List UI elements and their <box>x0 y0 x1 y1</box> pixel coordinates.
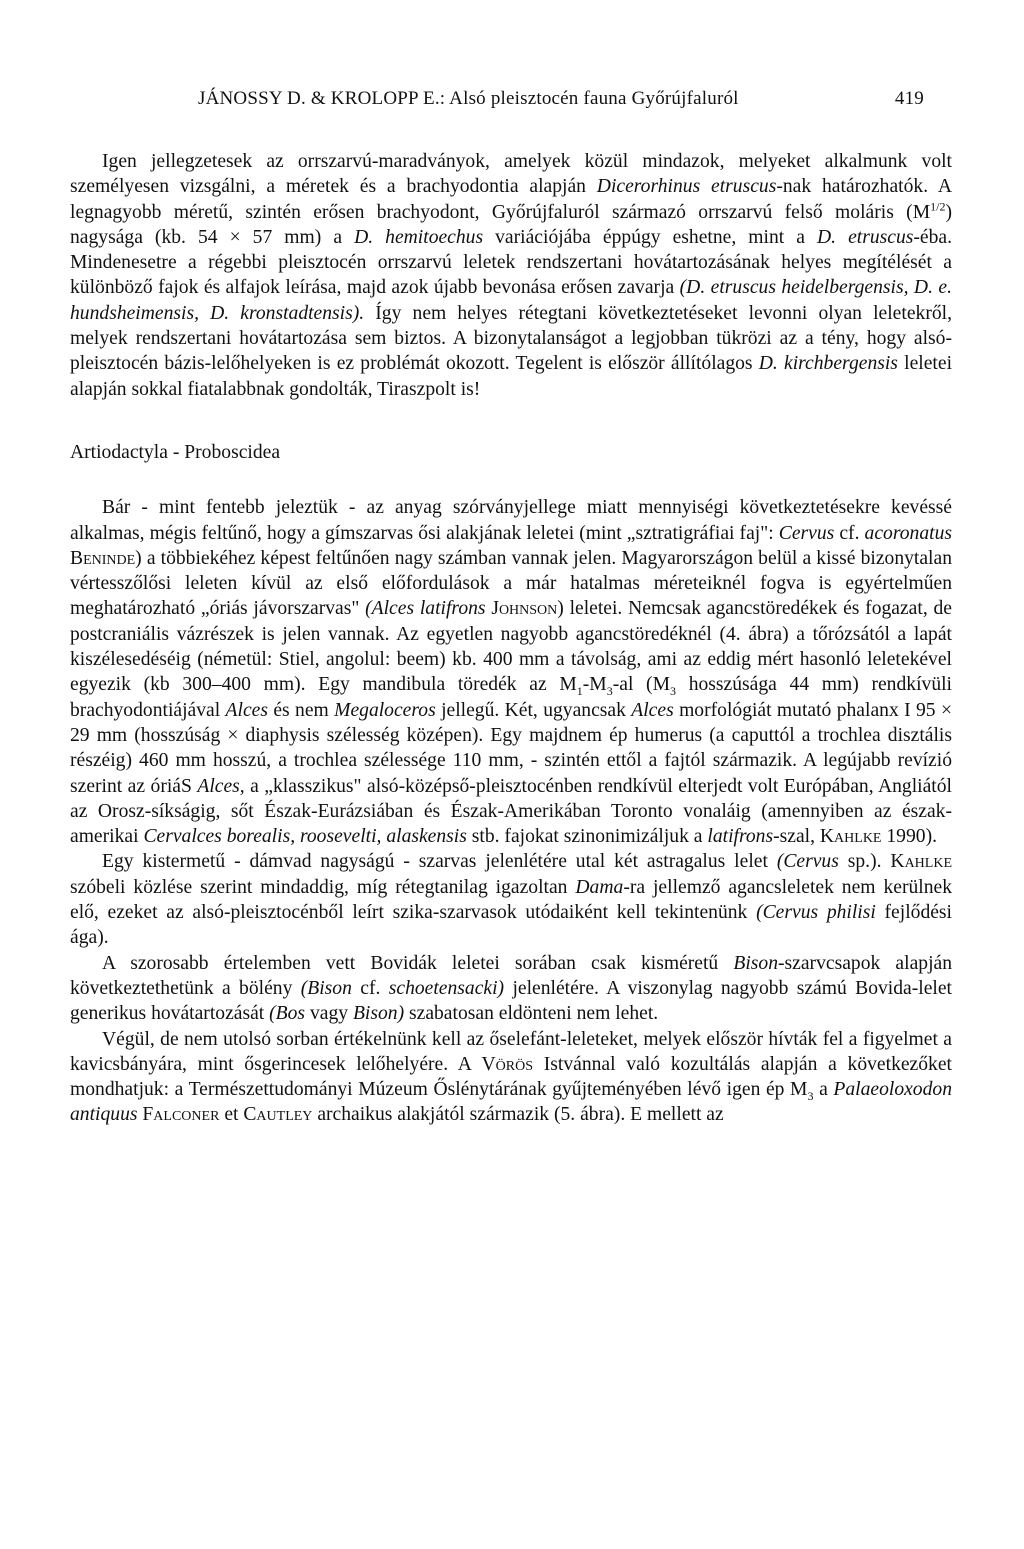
text-run: jellegű. Két, ugyancsak <box>435 699 632 721</box>
subscript: 3 <box>807 1089 814 1103</box>
taxon-name: Dicerorhinus etruscus <box>596 176 777 198</box>
text-run: -al (M <box>612 674 671 696</box>
author-name: Cautley <box>243 1104 313 1126</box>
taxon-name: D. kirchbergensis <box>758 353 898 375</box>
author-name: Vörös <box>481 1053 534 1075</box>
subscript: 3 <box>670 684 677 699</box>
text-run: ) a többiekéhez képest feltűnően nagy számban vannak jelen. Magyarországon belül a kissé bizonytalan vértesszőlősi leleten kívül az első előfordulások a már hatalmas méreteiknél fogva is egyértelműen meghatározható „óriás jávorszarvas" <box>70 547 952 620</box>
section-heading: Artiodactyla - Proboscidea <box>70 441 281 463</box>
text-run: Bár - mint fentebb jeleztük - az anyag szórványjellege miatt mennyiségi következtetésekre kevéssé alkalmas, mégis feltűnő, hogy a gímszarvas ősi alakjának leletei (mint „sztratigráfiai faj": <box>70 497 952 544</box>
running-head <box>70 80 952 116</box>
paragraph-cervids <box>70 495 952 849</box>
author-name: Beninde <box>70 547 136 569</box>
taxon-name: (Bison <box>300 977 352 999</box>
text-run: a „klasszikus" alsó-középső-pleisztocénben rendkívül elterjedt volt Európában, Angliától az Orosz-síkságig, sőt Észak-Eurázsiában és Észak-Amerikában Toronto vonaláig (amennyiben az észak-amerikai <box>70 775 952 848</box>
author-name: Kahlke <box>890 851 953 873</box>
page <box>70 80 952 1128</box>
subscript: 3 <box>606 684 613 699</box>
paragraph-small-deer <box>70 849 952 950</box>
header-title: Alsó pleisztocén fauna Győrújfaluról <box>449 88 739 109</box>
text-run: sp.). <box>838 851 891 873</box>
text-run: és nem <box>267 699 335 721</box>
taxon-name: Dama <box>575 876 624 898</box>
text-run: ) nagysága (kb. 54 × 57 mm) a <box>70 201 952 248</box>
text-run: Istvánnal való kozultálás alapján a következőket mondhatjuk: a Természettudományi Múzeum Őslénytárának gyűjteményében lévő igen ép M <box>70 1053 952 1101</box>
paragraph-elephants <box>70 1027 952 1128</box>
text-run: variációjába éppúgy eshetne, mint a <box>483 226 817 248</box>
text-run: et <box>219 1104 244 1126</box>
subscript: 1 <box>576 684 583 699</box>
running-head-text <box>198 88 739 110</box>
text-run: ) leletei. Nemcsak agancstöredékek és fogazat, de postcraniális vázrészek is jelen vannak. Az egyetlen nagyobb agancstöredéknél (4. ábra) a tőrózsától a lapát kiszélesedéséig (németül: Stiel, angolul: beem) kb. 400 mm a távolság, ami az eddig mért hasonló leletekével egyezik (kb 300–400 mm). Egy mandibula töredék az M <box>70 598 952 696</box>
text-run: Így nem helyes rétegtani következtetéseket levonni olyan leletekről, melyek rendszertani hovátartozása sem biztos. A bizonytalanságot a legjobban tükrözi az a tény, hogy alsó-pleisztocén bázis-lelőhelyeken is ez problémát okozott. Tegelent is először állítólagos <box>70 302 952 375</box>
taxon-name: Alces, <box>197 775 245 797</box>
taxon-name: D. hemitoechus <box>354 226 484 248</box>
taxon-name: (Bos <box>269 1003 306 1025</box>
text-run: 1990). <box>881 826 937 848</box>
taxon-name: Palaeoloxodon antiquus <box>70 1079 952 1126</box>
text-run: stb. fajokat szinonimizáljuk a <box>466 826 708 848</box>
taxon-name: (D. etruscus heidelbergensis, D. e. hundsheimensis, D. kronstadtensis). <box>70 277 952 324</box>
taxon-name: Cervalces borealis, roosevelti, alaskensis <box>143 826 467 848</box>
taxon-name: Alces <box>225 699 268 721</box>
taxon-name: Bison) <box>352 1003 405 1025</box>
taxon-name: (Cervus philisi <box>756 902 876 924</box>
taxon-name: (Cervus <box>776 851 839 873</box>
text-run: Igen jellegzetesek az orrszarvú-maradványok, amelyek közül mindazok, melyeket alkalmunk volt személyesen vizsgálni, a méretek és a brachyodontia alapján <box>70 151 952 198</box>
text-run: morfológiát mutató phalanx I 95 × 29 mm (hosszúság × diaphysis szélesség középen). Egy majdnem ép humerus (a caputtól a trochlea disztális részéig) 460 mm hosszú, a trochlea szélessége 110 mm, - szintén ettől a fajtól származik. A legújabb revízió szerint az óriáS <box>70 699 952 797</box>
text-run: fejlődési ága). <box>70 902 953 949</box>
text-run: leletei alapján sokkal fiatalabbnak gondolták, Tiraszpolt is! <box>70 353 953 400</box>
author-name: Falconer <box>142 1104 220 1126</box>
page-number: 419 <box>894 88 924 109</box>
text-run: -szarvcsapok alapján következtethetünk a bölény <box>70 952 952 999</box>
text-run: szóbeli közlése szerint mindaddig, míg rétegtanilag igazoltan <box>70 876 576 898</box>
taxon-name: (Alces latifrons <box>365 598 486 620</box>
text-run: A szorosabb értelemben vett Bovidák leletei sorában csak kisméretű <box>102 952 734 974</box>
paragraph-bovids <box>70 951 952 1027</box>
taxon-name: D. etruscus <box>816 226 914 248</box>
paragraph-rhinoceros <box>70 149 952 402</box>
author-name: Johnson <box>491 598 558 620</box>
text-run: -nak határozhatók. A legnagyobb méretű, szintén erősen brachyodont, Győrújfaluról származó orrszarvú felső moláris (M <box>70 176 952 223</box>
taxon-name: Megaloceros <box>334 699 436 721</box>
text-run: Végül, de nem utolsó sorban értékelnünk kell az őselefánt-leleteket, melyek először hívták fel a figyelmet a kavicsbányára, mint ősgerincesek lelőhelyére. A <box>70 1028 952 1075</box>
taxon-name: Bison <box>733 952 779 974</box>
taxon-name: Alces <box>631 699 674 721</box>
text-run: -szal, <box>773 826 820 848</box>
text-run: -ra jellemző agancsleletek nem kerülnek elő, ezeket az alsó-pleisztocénből leírt szika-szarvasok utódaiként kell tekintenünk <box>70 876 953 924</box>
text-run: jelenlétére. A viszonylag nagyobb számú Bovida-lelet generikus hovátartozását <box>70 977 952 1025</box>
taxon-name: acoronatus <box>864 522 952 544</box>
superscript: 1/2 <box>930 199 946 214</box>
text-run: archaikus alakjától származik (5. ábra). E mellett az <box>312 1104 724 1126</box>
text-run: cf. <box>351 977 389 999</box>
text-run: Egy kistermetű - dámvad nagyságú - szarvas jelenlétére utal két astragalus lelet <box>102 851 777 873</box>
taxon-name: latifrons <box>707 826 774 848</box>
header-authors: JÁNOSSY D. & KROLOPP E.: <box>198 88 446 109</box>
text-run: -M <box>582 674 607 696</box>
taxon-name: Cervus <box>778 522 835 544</box>
text-run: -éba. Mindenesetre a régebbi pleisztocén orrszarvú leletek rendszertani hovátartozásának helyes megítélését a különböző fajok és alfajok leírása, majd azok újabb bevonása erősen zavarja <box>70 226 952 299</box>
text-run: a <box>813 1079 834 1101</box>
author-name: Kahlke <box>819 826 882 848</box>
text-run: hosszúsága 44 mm) rendkívüli brachyodontiájával <box>70 674 953 721</box>
body-text <box>70 149 952 1128</box>
text-run: vagy <box>305 1003 353 1025</box>
taxon-name: schoetensacki) <box>388 977 505 999</box>
text-run: cf. <box>834 522 865 544</box>
text-run: szabatosan eldönteni nem lehet. <box>404 1003 659 1025</box>
